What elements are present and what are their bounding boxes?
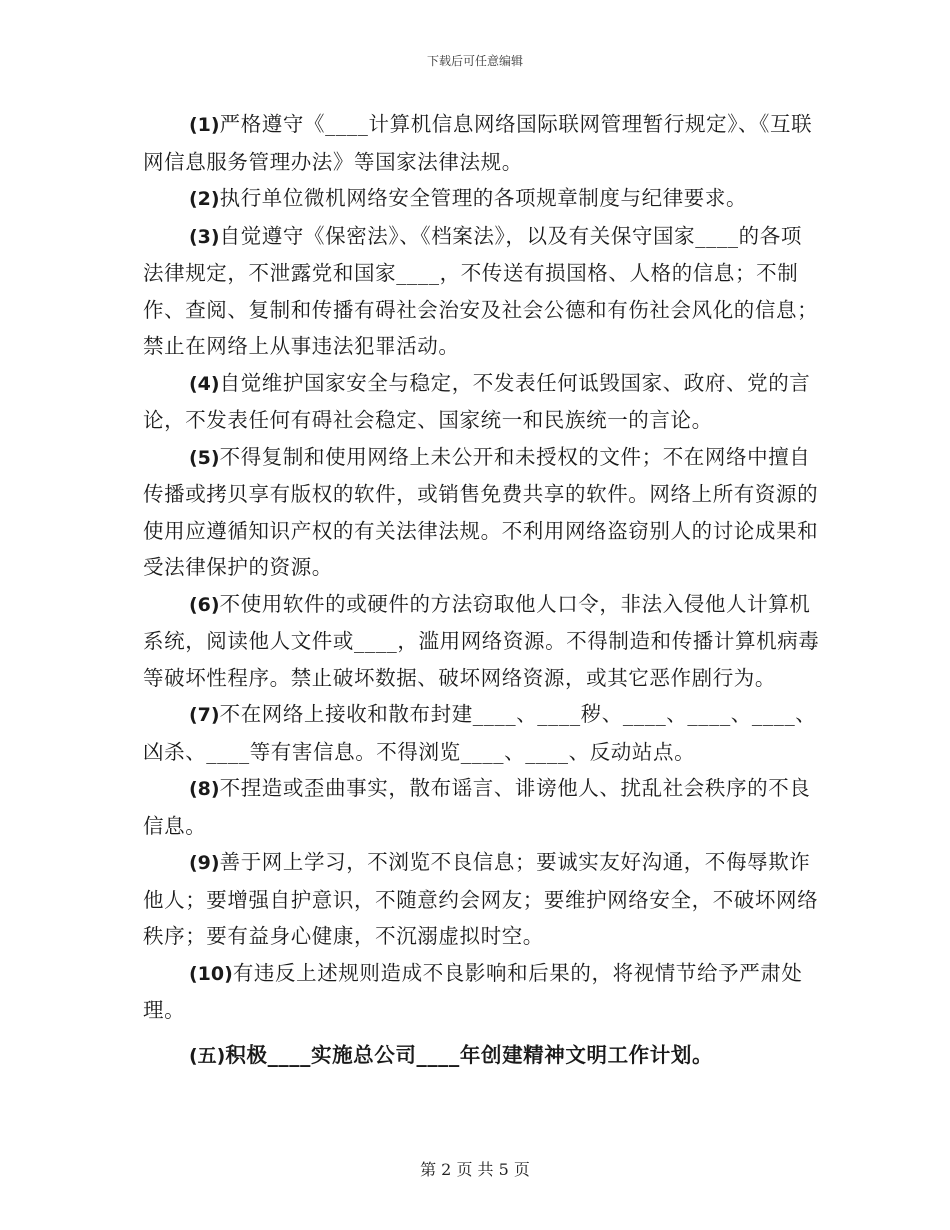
paragraph-2: (2)执行单位微机网络安全管理的各项规章制度与纪律要求。 [189,186,748,210]
paragraph-5: (5)不得复制和使用网络上未公开和未授权的文件；不在网络中擅自传播或拷贝享有版权的软件，或销售免费共享的软件。网络上所有资源的使用应遵循知识产权的有关法律法规。不利用网络盗窃别人的讨论成果和受法律保护的资源。 [143,444,819,579]
paragraph-1: (1)严格遵守《____计算机信息网络国际联网管理暂行规定》、《互联网信息服务管理办法》等国家法律法规。 [143,112,813,174]
document-body [143,106,823,1074]
paragraph-3: (3)自觉遵守《保密法》、《档案法》，以及有关保守国家____的各项法律规定，不泄露党和国家____，不传送有损国格、人格的信息；不制作、查阅、复制和传播有碍社会治安及社会公德和有伤社会风化的信息；禁止在网络上从事违法犯罪活动。 [143,223,819,358]
paragraph-4: (4)自觉维护国家安全与稳定，不发表任何诋毁国家、政府、党的言论，不发表任何有碍社会稳定、国家统一和民族统一的言论。 [143,370,811,432]
page-number: 第 2 页 共 5 页 [420,1160,530,1179]
paragraph-9: (9)善于网上学习，不浏览不良信息；要诚实友好沟通，不侮辱欺诈他人；要增强自护意识，不随意约会网友；要维护网络安全，不破坏网络秩序；要有益身心健康，不沉溺虚拟时空。 [143,850,819,948]
paragraph-6: (6)不使用软件的或硬件的方法窃取他人口令，非法入侵他人计算机系统，阅读他人文件或____，滥用网络资源。不得制造和传播计算机病毒等破坏性程序。禁止破坏数据、破坏网络资源，或其它恶作剧行为。 [143,591,820,690]
paragraph-10: (10)有违反上述规则造成不良影响和后果的，将视情节给予严肃处理。 [143,960,803,1022]
paragraph-7: (7)不在网络上接收和散布封建____、____秽、____、____、____、凶杀、____等有害信息。不得浏览____、____、反动站点。 [143,702,817,764]
paragraph-8: (8)不捏造或歪曲事实，散布谣言、诽谤他人、扰乱社会秩序的不良信息。 [143,776,811,838]
header-note: 下载后可任意编辑 [426,54,523,68]
section-heading: (五)积极____实施总公司____年创建精神文明工作计划。 [189,1042,714,1067]
